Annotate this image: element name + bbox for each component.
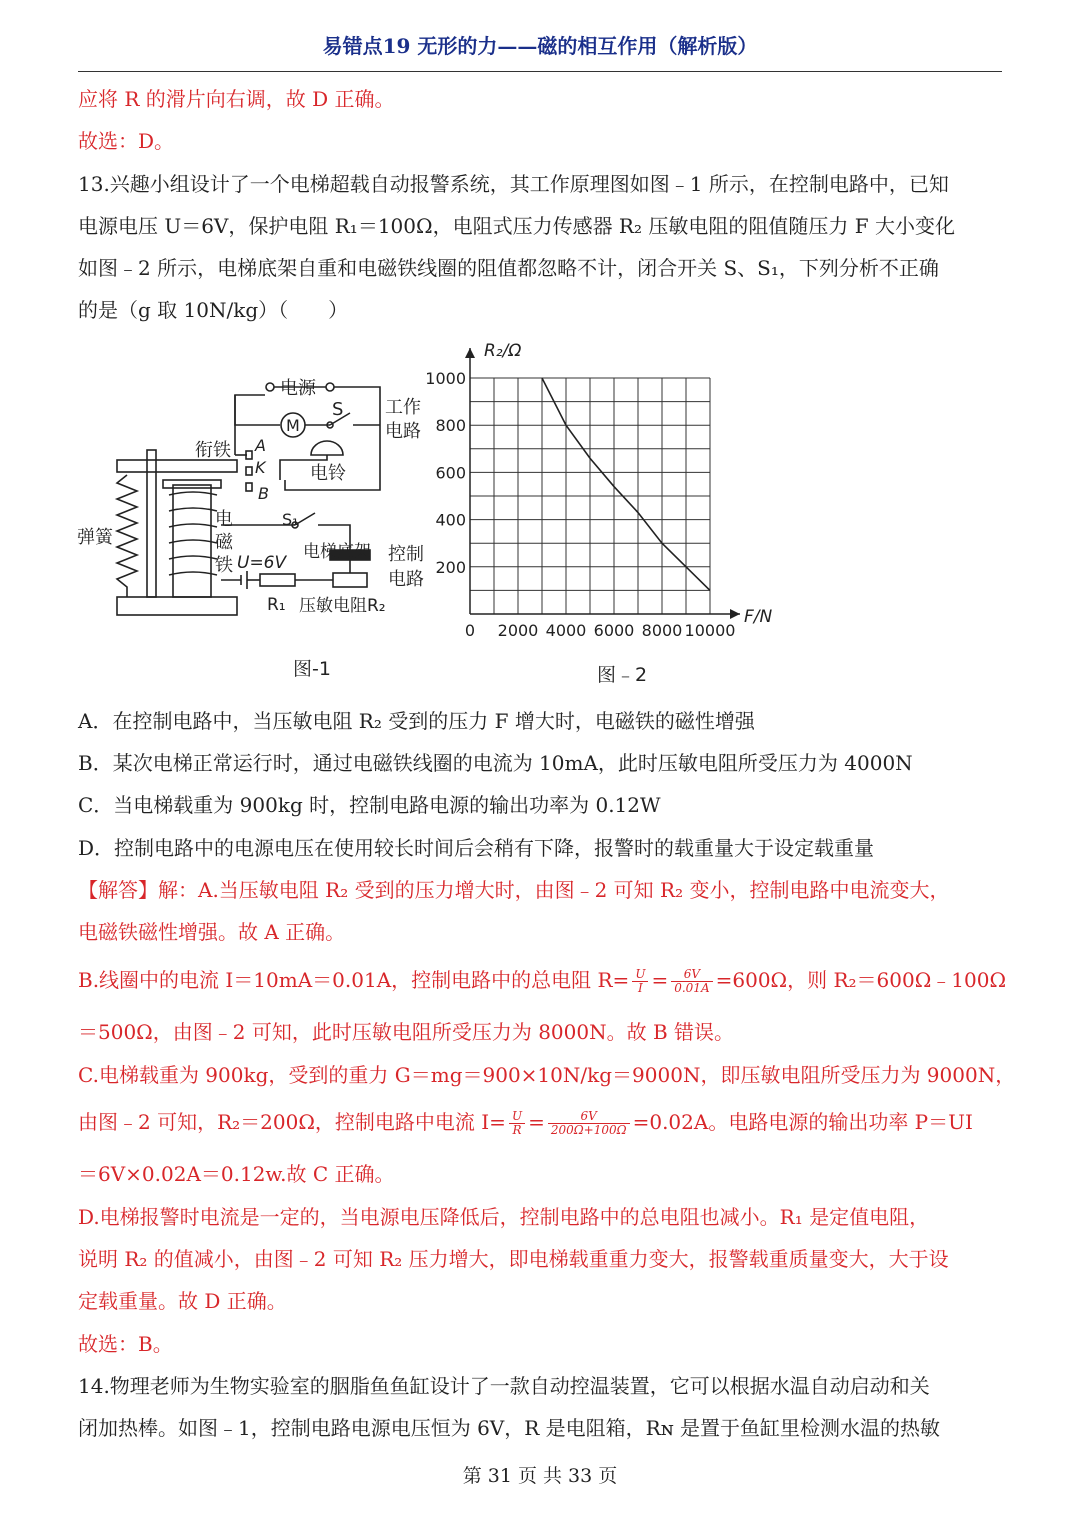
solution-b-line-2: ＝500Ω，由图﹣2 可知，此时压敏电阻所受压力为 8000N。故 B 错误。 [78, 1020, 735, 1044]
x-tick-label: 6000 [593, 621, 635, 640]
label-k: K [255, 458, 266, 477]
solution-b-pre: B.线圈中的电流 I＝10mA＝0.01A，控制电路中的总电阻 R= [78, 968, 630, 992]
label-r2: 压敏电阻R₂ [299, 596, 386, 616]
page-footer: 第 31 页 共 33 页 [462, 1465, 618, 1487]
q14-line-1: 14.物理老师为生物实验室的胭脂鱼鱼缸设计了一款自动控温装置，它可以根据水温自动启动和关 [78, 1374, 930, 1398]
r2-force-chart [425, 338, 805, 648]
r2-resistor [333, 573, 367, 587]
x-axis-arrow-icon [730, 609, 740, 619]
solution-a-line-2: 电磁铁磁性增强。故 A 正确。 [78, 920, 346, 944]
label-base: 电梯底架 [303, 542, 371, 562]
label-ctrl-2: 电路 [388, 569, 424, 590]
label-s1: S₁ [282, 510, 299, 529]
solution-d-line-3: 定载重量。故 D 正确。 [78, 1289, 287, 1313]
prev-solution-line: 应将 R 的滑片向右调，故 D 正确。 [78, 87, 395, 111]
terminal-icon [326, 383, 334, 391]
solution-d-line-2: 说明 R₂ 的值减小，由图﹣2 可知 R₂ 压力增大，即电梯载重重力变大，报警载重质量变大，大于设 [78, 1247, 949, 1271]
label-r1: R₁ [267, 595, 286, 615]
label-ctrl-1: 控制 [388, 544, 424, 565]
bell-icon [311, 441, 343, 455]
solution-c-post: =0.02A。电路电源的输出功率 P＝UI [632, 1110, 973, 1134]
solution-a-line-1 [78, 876, 1008, 904]
x-tick-label: 4000 [545, 621, 587, 640]
equals-sign: = [528, 1110, 545, 1134]
label-em-1: 电 [215, 509, 233, 530]
option-b: B．某次电梯正常运行时，通过电磁铁线圈的电流为 10mA，此时压敏电阻所受压力为 4000N [78, 751, 913, 775]
label-s: S [332, 399, 344, 420]
y-axis-arrow-icon [465, 348, 475, 358]
solution-c-line-2 [78, 1108, 1008, 1137]
fraction-u-over-r: $\frac{U}{R}$ [509, 1110, 525, 1137]
base-plate [117, 597, 237, 615]
q13-stem-line-2: 电源电压 U＝6V，保护电阻 R₁＝100Ω，电阻式压力传感器 R₂ 压敏电阻的阻值随压力 F 大小变化 [78, 214, 955, 238]
q13-stem-line-1: 13.兴趣小组设计了一个电梯超载自动报警系统，其工作原理图如图﹣1 所示，在控制电路中，已知 [78, 172, 949, 196]
prev-answer: 故选：D。 [78, 129, 175, 153]
label-motor: M [286, 416, 300, 435]
y-tick-label: 1000 [425, 369, 466, 388]
label-work-1: 工作 [385, 397, 421, 418]
label-em-2: 磁 [215, 532, 233, 553]
option-d: D．控制电路中的电源电压在使用较长时间后会稍有下降，报警时的载重量大于设定载重量 [78, 836, 875, 860]
solution-tag: 【解答】 [78, 878, 158, 902]
fraction-6v-over-300: $\frac{6V}{200\Omega+100\Omega}$ [548, 1110, 630, 1137]
q14-line-2: 闭加热棒。如图﹣1，控制电路电源电压恒为 6V，R 是电阻箱，Rɴ 是置于鱼缸里检测水温的热敏 [78, 1416, 941, 1440]
spring-icon [117, 475, 137, 597]
circuit-diagram [75, 365, 435, 625]
header-rule [78, 71, 1002, 72]
y-tick-label: 200 [435, 557, 466, 577]
fraction-6v-over-0.01a: $\frac{6V}{0.01A}$ [671, 968, 712, 995]
y-axis-label: R₂/Ω [484, 341, 522, 361]
armature-bar [117, 460, 237, 472]
label-bell: 电铃 [310, 463, 346, 484]
label-a: A [255, 436, 266, 455]
q13-answer: 故选：B。 [78, 1332, 173, 1356]
r1-resistor [260, 574, 295, 586]
label-work-2: 电路 [385, 421, 421, 442]
q13-stem-line-3: 如图﹣2 所示，电梯底架自重和电磁铁线圈的阻值都忽略不计，闭合开关 S、S₁，下列分析不正确 [78, 256, 939, 280]
label-em-3: 铁 [215, 555, 233, 576]
y-tick-label: 400 [435, 510, 466, 530]
solution-b-post: =600Ω，则 R₂＝600Ω﹣100Ω [715, 968, 1007, 992]
solution-a-text: 解：A.当压敏电阻 R₂ 受到的压力增大时，由图﹣2 可知 R₂ 变小，控制电路中电流变大， [158, 878, 950, 902]
label-power: 电源 [280, 378, 316, 399]
x-axis-label: F/N [744, 607, 773, 627]
solution-c-line-1: C.电梯载重为 900kg，受到的重力 G＝mg＝900×10N/kg＝9000N，即压敏电阻所受压力为 9000N， [78, 1063, 1016, 1087]
x-tick-label: 0 [464, 621, 476, 640]
solution-c-pre: 由图﹣2 可知，R₂＝200Ω，控制电路中电流 I= [78, 1110, 506, 1134]
x-tick-label: 8000 [641, 621, 683, 640]
label-spring: 弹簧 [77, 527, 113, 548]
solution-d-line-1: D.电梯报警时电流是一定的，当电源电压降低后，控制电路中的总电阻也减小。R₁ 是定值电阻， [78, 1205, 930, 1229]
option-c: C．当电梯载重为 900kg 时，控制电路电源的输出功率为 0.12W [78, 793, 661, 817]
series-line-r2 [542, 378, 710, 590]
fig1-caption: 图-1 [293, 658, 331, 680]
solution-b-line-1 [78, 966, 1008, 995]
page-header: 易错点19 无形的力——磁的相互作用（解析版） [322, 34, 758, 58]
label-b: B [258, 484, 269, 503]
solution-c-line-3: ＝6V×0.02A＝0.12w.故 C 正确。 [78, 1162, 395, 1186]
y-tick-label: 800 [435, 416, 466, 436]
x-tick-label: 2000 [497, 621, 539, 640]
equals-sign: = [651, 968, 669, 992]
q13-stem-line-4: 的是（g 取 10N/kg）（ ） [78, 298, 349, 322]
label-armature: 衔铁 [195, 440, 231, 461]
fraction-u-over-i: $\frac{U}{I}$ [632, 968, 648, 995]
x-tick-label: 10000 [684, 621, 736, 640]
option-a: A．在控制电路中，当压敏电阻 R₂ 受到的压力 F 增大时，电磁铁的磁性增强 [78, 709, 755, 733]
coil-icon [169, 492, 217, 575]
label-voltage: U=6V [237, 553, 287, 573]
y-tick-label: 600 [435, 463, 466, 483]
terminal-icon [266, 383, 274, 391]
fig2-caption: 图﹣2 [597, 664, 648, 686]
